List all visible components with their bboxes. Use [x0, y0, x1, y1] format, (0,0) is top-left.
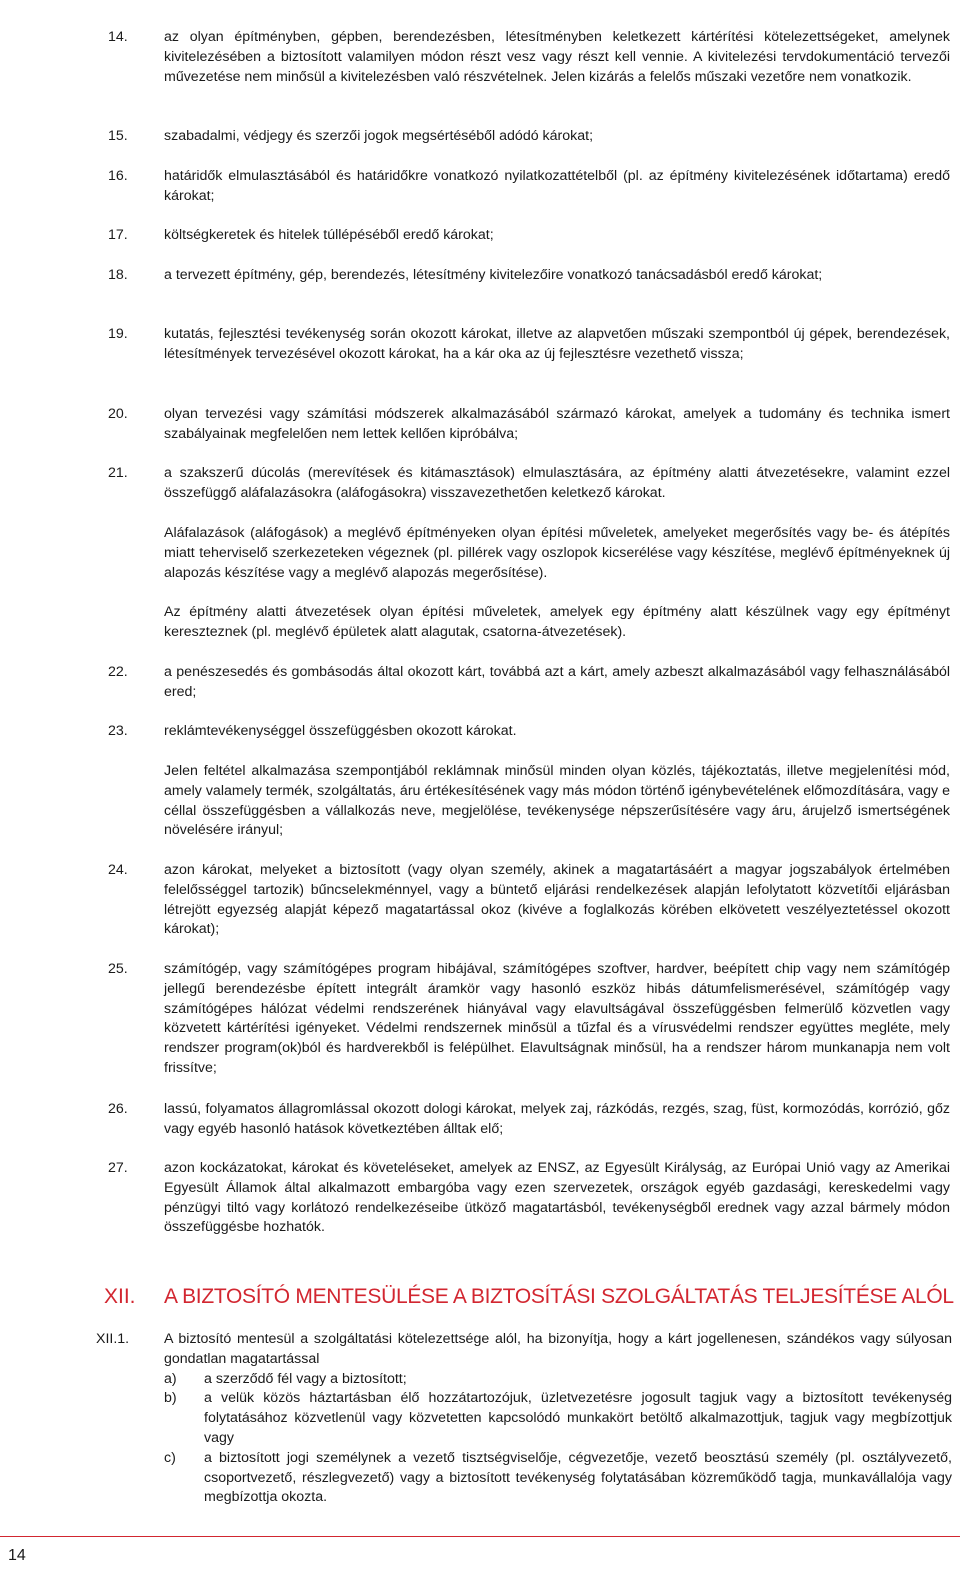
item-number: 15. [108, 128, 128, 144]
list-item [108, 167, 950, 207]
list-item [108, 464, 950, 504]
item-text: szabadalmi, védjegy és szerzői jogok megsértéséből adódó károkat; [164, 128, 594, 144]
item-text: azon károkat, melyeket a biztosított (vagy olyan személy, akinek a magatartásáért a magyar jogszabályok értelmében felelősséggel tartozik) bűncselekménnyel, vagy a büntető eljárási rendelkezések alapján lefolytatott közvetítői eljárásban létrejött egyezség alapját képező magatartással okoz (kivéve a foglalkozás körében elkövetett veszélyeztetéssel okozott károkat); [164, 862, 950, 938]
item-number: 25. [108, 961, 128, 977]
list-text: a velük közös háztartásban élő hozzátartozójuk, üzletvezetésre jogosult tagjuk vagy a biztosított tevékenység folytatásához közvetlenül vagy közvetetten kapcsolódó munkakört betöltő alkalmazottjuk, tagjuk vagy megbízottjuk vagy [204, 1390, 952, 1446]
subsection-list-item [164, 1389, 952, 1448]
subsection-body [164, 1330, 952, 1508]
item-text: a szakszerű dúcolás (merevítések és kitámasztások) elmulasztására, az építmény alatti átvezetésekre, valamint ezzel összefüggő aláfalazásokra (aláfogásokra) visszavezethetően keletkező károkat. [164, 465, 950, 501]
list-item [108, 722, 950, 742]
list-item [108, 28, 950, 87]
item-text: az olyan építményben, gépben, berendezésben, létesítményben keletkezett kártérítési kötelezettségeket, amelynek kivitelezésében a biztosított valamilyen módon részt vesz vagy részt kell vennie. A kivitelezési tervdokumentáció tervezői művezetése nem minősül a kivitelezésben való részvételnek. Jelen kizárás a felelős műszaki vezetőre nem vonatkozik. [164, 29, 950, 85]
item-number: 20. [108, 406, 128, 422]
item-number: 19. [108, 326, 128, 342]
subsection-list-item [164, 1449, 952, 1508]
subsection-number: XII.1. [96, 1331, 130, 1347]
footer-divider [0, 1536, 960, 1537]
list-item [108, 861, 950, 940]
list-item [108, 266, 950, 286]
subsection-list-item [164, 1370, 952, 1390]
item-number: 26. [108, 1101, 128, 1117]
subsection-intro: A biztosító mentesül a szolgáltatási kötelezettsége alól, ha bizonyítja, hogy a kárt jogellenesen, szándékos vagy súlyosan gondatlan magatartással [164, 1331, 952, 1367]
list-letter: c) [164, 1449, 176, 1466]
item-text: azon kockázatokat, károkat és követeléseket, amelyek az ENSZ, az Egyesült Királyság, az Európai Unió vagy az Amerikai Egyesült Államok által alkalmazott embargóba vagy ezen szervezetek, országok egyéb gazdasági, kereskedelmi vagy pénzügyi tiltó vagy korlátozó rendelkezéseibe ütköző magatartásból, tevékenységből erednek vagy azzal bármely módon összefüggésbe hozhatók. [164, 1160, 950, 1236]
paragraph: Az építmény alatti átvezetések olyan építési műveletek, amelyek egy építmény alatt készülnek vagy egy építményt kereszteznek (pl. meglévő épületek alatt alagutak, csatorna-átvezetések). [164, 604, 950, 640]
list-text: a szerződő fél vagy a biztosított; [204, 1370, 407, 1387]
subsection [96, 1330, 952, 1508]
item-text: reklámtevékenységgel összefüggésben okozott károkat. [164, 723, 517, 739]
section-number: XII. [104, 1285, 136, 1308]
item-number: 24. [108, 862, 128, 878]
list-letter: a) [164, 1370, 177, 1387]
item-text: költségkeretek és hitelek túllépéséből eredő károkat; [164, 227, 494, 243]
list-letter: b) [164, 1390, 177, 1407]
item-number: 14. [108, 29, 128, 45]
list-item [108, 226, 950, 246]
item-number: 18. [108, 267, 128, 283]
list-item [108, 405, 950, 445]
item-number: 17. [108, 227, 128, 243]
list-text: a biztosított jogi személynek a vezető tisztségviselője, cégvezetője, vezető beosztású személy (pl. osztályvezető, csoportvezető, részlegvezető) vagy a biztosított tevékenység folytatásában közreműködő tagja, munkavállalója vagy megbízottja okozta. [204, 1449, 952, 1506]
list-item [108, 127, 950, 147]
item-text: lassú, folyamatos állagromlással okozott dologi károkat, melyek zaj, rázkódás, rezgés, szag, füst, kormozódás, korrózió, gőz vagy egyéb hasonló hatások következtében álltak elő; [164, 1101, 950, 1137]
section-title: A BIZTOSÍTÓ MENTESÜLÉSE A BIZTOSÍTÁSI SZOLGÁLTATÁS TELJESÍTÉSE ALÓL [164, 1285, 954, 1308]
list-item [108, 960, 950, 1079]
list-item [108, 663, 950, 703]
item-number: 16. [108, 168, 128, 184]
list-item [108, 1159, 950, 1238]
item-text: olyan tervezési vagy számítási módszerek alkalmazásából származó károkat, amelyek a tudomány és technika ismert szabályainak megfelelően nem lettek kellően kipróbálva; [164, 406, 950, 442]
item-number: 27. [108, 1160, 128, 1176]
page-number: 14 [8, 1547, 26, 1564]
paragraph: Jelen feltétel alkalmazása szempontjából reklámnak minősül minden olyan közlés, tájékoztatás, illetve megjelenítési mód, amely valamely termék, szolgáltatás, áru értékesítésének vagy más módon történő igénybevételének előmozdítására, vagy e céllal összefüggésben a vállalkozás neve, megjelölése, tevékenysége népszerűsítésére vagy áru, árujelző ismertségének növelésére irányul; [164, 763, 950, 839]
item-text: számítógép, vagy számítógépes program hibájával, számítógépes szoftver, hardver, beépített chip vagy nem számítógép jellegű berendezésbe épített integrált áramkör vagy hasonló eszköz hibás dátumfelismerésével, számítógép vagy számítógépes hálózat védelmi rendszerének hiányával vagy elavultságával összefüggésben felmerülő közvetlen vagy közvetett kártérítési igényeket. Védelmi rendszernek minősül a tűzfal és a vírusvédelmi rendszer együttes megléte, mely rendszer program(ok)ból és hardverekből is felépülhet. Elavultságnak minősül, ha a rendszer három munkanapja nem volt frissítve; [164, 961, 950, 1076]
item-text: a penészesedés és gombásodás által okozott kárt, továbbá azt a kárt, amely azbeszt alkalmazásából vagy felhasználásából ered; [164, 664, 950, 700]
paragraph: Aláfalazások (aláfogások) a meglévő építményeken olyan építési műveletek, amelyeket megerősítés vagy be- és átépítés miatt teherviselő szerkezeteken végeznek (pl. pillérek vagy oszlopok kicserélése vagy készítése, meglévő építményeknek új alapozás készítése vagy a meglévő alapozás megerősítése). [164, 525, 950, 581]
item-number: 22. [108, 664, 128, 680]
list-item [108, 1100, 950, 1140]
item-text: határidők elmulasztásából és határidőkre vonatkozó nyilatkozattételből (pl. az építmény kivitelezésének időtartama) eredő károkat; [164, 168, 950, 204]
item-text: kutatás, fejlesztési tevékenység során okozott károkat, illetve az alapvetően műszaki szempontból új gépek, berendezések, létesítmények tervezésével okozott károkat, ha a kár oka az új fejlesztésre vezethető vissza; [164, 326, 950, 362]
item-text: a tervezett építmény, gép, berendezés, létesítmény kivitelezőire vonatkozó tanácsadásból eredő károkat; [164, 267, 823, 283]
list-item [108, 325, 950, 365]
item-number: 23. [108, 723, 128, 739]
item-number: 21. [108, 465, 128, 481]
